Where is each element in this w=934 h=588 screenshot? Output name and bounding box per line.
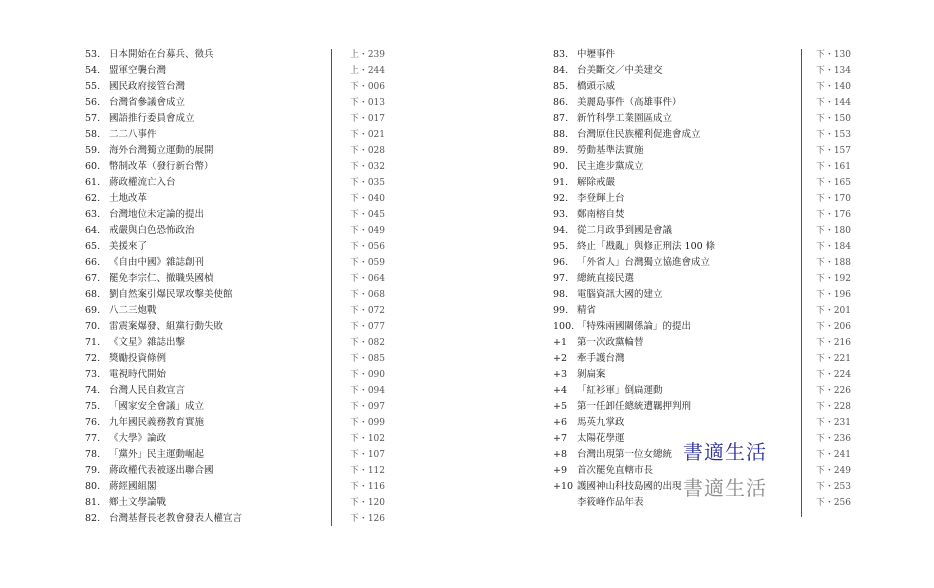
entry-page: 下・126 <box>349 514 385 524</box>
entry-title: 終止「戡亂」與修正刑法 100 條 <box>577 241 716 252</box>
entry-number: 77. <box>85 433 101 444</box>
toc-left-column <box>85 47 385 527</box>
toc-entry <box>85 191 385 207</box>
entry-page: 下・032 <box>349 162 385 172</box>
entry-page: 下・059 <box>349 258 385 268</box>
entry-number: 58. <box>85 129 101 140</box>
entry-page: 下・049 <box>349 226 385 236</box>
entry-title: 李登輝上台 <box>577 193 625 204</box>
entry-page: 下・035 <box>349 178 385 188</box>
left-column-divider <box>331 49 332 526</box>
toc-entry <box>85 463 385 479</box>
toc-entry <box>553 63 851 79</box>
entry-number: 69. <box>85 305 101 316</box>
toc-entry <box>553 143 851 159</box>
entry-page: 下・184 <box>815 242 851 252</box>
entry-title: 第一任卸任總統遭羈押判刑 <box>577 401 692 412</box>
entry-number: 97. <box>553 273 569 284</box>
entry-page: 下・094 <box>349 386 385 396</box>
entry-number: 53. <box>85 49 101 60</box>
entry-title: 《文星》雜誌出擊 <box>109 337 186 348</box>
entry-title: 李筱峰作品年表 <box>577 497 644 508</box>
toc-entry <box>85 207 385 223</box>
entry-title: 鄭南榕自焚 <box>577 209 625 220</box>
entry-page: 下・130 <box>815 50 851 60</box>
toc-entry <box>553 351 851 367</box>
entry-title: 台美斷交／中美建交 <box>577 65 663 76</box>
entry-page: 下・102 <box>349 434 385 444</box>
entry-page: 下・206 <box>815 322 851 332</box>
entry-title: 九年國民義務教育實施 <box>109 417 205 428</box>
entry-title: 八二三炮戰 <box>109 305 157 316</box>
entry-number: 80. <box>85 481 101 492</box>
entry-title: 台灣基督長老教會發表人權宣言 <box>109 513 243 524</box>
entry-number: +5 <box>553 401 568 412</box>
entry-number: 91. <box>553 177 569 188</box>
entry-title: 鄉土文學論戰 <box>109 497 167 508</box>
entry-title: 從二月政爭到國是會議 <box>577 225 673 236</box>
entry-page: 下・216 <box>815 338 851 348</box>
entry-number: 86. <box>553 97 569 108</box>
toc-entry <box>553 303 851 319</box>
entry-number: 81. <box>85 497 101 508</box>
entry-page: 下・077 <box>349 322 385 332</box>
toc-entry <box>553 79 851 95</box>
entry-page: 下・097 <box>349 402 385 412</box>
entry-number: 79. <box>85 465 101 476</box>
entry-number: 66. <box>85 257 101 268</box>
entry-number: 67. <box>85 273 101 284</box>
entry-title: 日本開始在台募兵、徵兵 <box>109 49 214 60</box>
toc-entry <box>553 271 851 287</box>
entry-page: 下・107 <box>349 450 385 460</box>
toc-entry <box>553 223 851 239</box>
entry-page: 下・144 <box>815 98 851 108</box>
toc-entry <box>85 447 385 463</box>
entry-title: 海外台灣獨立運動的展開 <box>109 145 214 156</box>
toc-entry <box>553 207 851 223</box>
entry-number: +7 <box>553 433 568 444</box>
entry-title: 「國家安全會議」成立 <box>109 401 205 412</box>
toc-entry <box>553 95 851 111</box>
entry-title: 「黨外」民主運動崛起 <box>109 449 205 460</box>
entry-number: 76. <box>85 417 101 428</box>
entry-page: 下・176 <box>815 210 851 220</box>
entry-title: 罷免李宗仁、撤職吳國楨 <box>109 273 214 284</box>
toc-entry <box>85 511 385 527</box>
entry-number: 61. <box>85 177 101 188</box>
entry-page: 下・188 <box>815 258 851 268</box>
entry-number: 60. <box>85 161 101 172</box>
entry-title: 土地改革 <box>109 193 148 204</box>
toc-entry <box>85 111 385 127</box>
entry-number: 54. <box>85 65 101 76</box>
entry-page: 下・192 <box>815 274 851 284</box>
entry-title: 美援來了 <box>109 241 148 252</box>
entry-title: 民主進步黨成立 <box>577 161 644 172</box>
watermark-blue: 書適生活 <box>683 440 767 464</box>
entry-page: 下・099 <box>349 418 385 428</box>
entry-title: 國民政府接管台灣 <box>109 81 186 92</box>
entry-page: 下・072 <box>349 306 385 316</box>
entry-page: 下・241 <box>815 450 851 460</box>
entry-number: 95. <box>553 241 569 252</box>
entry-page: 下・253 <box>815 482 851 492</box>
entry-title: 蔣經國組閣 <box>109 481 157 492</box>
toc-entry <box>553 255 851 271</box>
entry-number: 99. <box>553 305 569 316</box>
entry-number: 74. <box>85 385 101 396</box>
entry-title: 二二八事件 <box>109 129 157 140</box>
entry-page: 下・226 <box>815 386 851 396</box>
entry-page: 下・082 <box>349 338 385 348</box>
entry-number: 70. <box>85 321 101 332</box>
entry-page: 下・236 <box>815 434 851 444</box>
entry-number: +4 <box>553 385 568 396</box>
entry-number: 73. <box>85 369 101 380</box>
entry-number: 57. <box>85 113 101 124</box>
entry-number: 92. <box>553 193 569 204</box>
entry-page: 下・056 <box>349 242 385 252</box>
entry-title: 首次罷免直轄市長 <box>577 465 654 476</box>
toc-entry <box>553 335 851 351</box>
entry-number: 100. <box>553 321 575 332</box>
entry-title: 總統直接民選 <box>577 273 635 284</box>
entry-number: 89. <box>553 145 569 156</box>
entry-number: +9 <box>553 465 568 476</box>
entry-title: 台灣人民自救宣言 <box>109 385 186 396</box>
entry-page: 下・006 <box>349 82 385 92</box>
right-column-divider <box>801 49 802 517</box>
toc-entry <box>553 111 851 127</box>
entry-title: 剝扁案 <box>577 369 606 380</box>
entry-number: 87. <box>553 113 569 124</box>
entry-page: 下・090 <box>349 370 385 380</box>
toc-entry <box>553 239 851 255</box>
entry-page: 下・153 <box>815 130 851 140</box>
entry-page: 下・224 <box>815 370 851 380</box>
entry-page: 下・165 <box>815 178 851 188</box>
entry-title: 勞動基準法實施 <box>577 145 644 156</box>
entry-number: 88. <box>553 129 569 140</box>
entry-page: 下・085 <box>349 354 385 364</box>
toc-entry <box>553 127 851 143</box>
entry-title: 蔣政權代表被逐出聯合國 <box>109 465 214 476</box>
entry-number: 84. <box>553 65 569 76</box>
toc-entry <box>85 159 385 175</box>
entry-page: 下・157 <box>815 146 851 156</box>
toc-entry <box>85 63 385 79</box>
entry-title: 護國神山科技島國的出現 <box>577 481 682 492</box>
toc-entry <box>553 47 851 63</box>
toc-entry <box>85 431 385 447</box>
entry-number: +3 <box>553 369 568 380</box>
entry-title: 《大學》論政 <box>109 433 167 444</box>
entry-page: 下・140 <box>815 82 851 92</box>
entry-title: 台灣出現第一位女總統 <box>577 449 673 460</box>
entry-title: 國語推行委員會成立 <box>109 113 195 124</box>
entry-title: 電腦資訊大國的建立 <box>577 289 663 300</box>
entry-title: 台灣地位未定論的提出 <box>109 209 205 220</box>
entry-page: 下・134 <box>815 66 851 76</box>
entry-title: 橋頭示威 <box>577 81 616 92</box>
entry-number: 55. <box>85 81 101 92</box>
entry-number: 56. <box>85 97 101 108</box>
entry-page: 下・017 <box>349 114 385 124</box>
toc-entry <box>85 495 385 511</box>
entry-page: 下・028 <box>349 146 385 156</box>
entry-title: 解除戒嚴 <box>577 177 616 188</box>
entry-title: 太陽花學運 <box>577 433 625 444</box>
toc-entry <box>85 367 385 383</box>
entry-number: 93. <box>553 209 569 220</box>
toc-entry <box>553 319 851 335</box>
entry-page: 上・244 <box>349 66 385 76</box>
entry-number: 94. <box>553 225 569 236</box>
entry-page: 下・116 <box>349 482 385 492</box>
entry-title: 獎勵投資條例 <box>109 353 167 364</box>
toc-entry <box>553 399 851 415</box>
entry-number: 82. <box>85 513 101 524</box>
toc-entry <box>553 383 851 399</box>
entry-page: 下・256 <box>815 498 851 508</box>
watermark-gray: 書適生活 <box>683 476 767 500</box>
entry-title: 台灣原住民族權利促進會成立 <box>577 129 701 140</box>
toc-entry <box>553 175 851 191</box>
entry-title: 「特殊兩國關係論」的提出 <box>577 321 692 332</box>
entry-title: 幣制改革（發行新台幣） <box>109 161 214 172</box>
entry-number: 96. <box>553 257 569 268</box>
entry-title: 中壢事件 <box>577 49 616 60</box>
entry-title: 《自由中國》雜誌創刊 <box>109 257 205 268</box>
toc-entry <box>553 159 851 175</box>
entry-page: 下・231 <box>815 418 851 428</box>
toc-entry <box>85 479 385 495</box>
entry-number: +10 <box>553 481 574 492</box>
entry-number: +8 <box>553 449 568 460</box>
entry-page: 下・068 <box>349 290 385 300</box>
toc-entry <box>553 287 851 303</box>
entry-number: 65. <box>85 241 101 252</box>
entry-title: 新竹科學工業園區成立 <box>577 113 673 124</box>
entry-title: 精省 <box>577 305 597 316</box>
entry-title: 台灣省參議會成立 <box>109 97 186 108</box>
toc-entry <box>85 47 385 63</box>
toc-entry <box>85 127 385 143</box>
entry-page: 下・120 <box>349 498 385 508</box>
entry-number: 83. <box>553 49 569 60</box>
entry-number: 68. <box>85 289 101 300</box>
entry-page: 下・221 <box>815 354 851 364</box>
entry-number: 71. <box>85 337 101 348</box>
entry-page: 下・021 <box>349 130 385 140</box>
entry-number: 62. <box>85 193 101 204</box>
entry-number: 64. <box>85 225 101 236</box>
toc-entry <box>85 383 385 399</box>
toc-entry <box>85 271 385 287</box>
entry-page: 下・045 <box>349 210 385 220</box>
entry-title: 牽手護台灣 <box>577 353 625 364</box>
entry-page: 下・013 <box>349 98 385 108</box>
entry-title: 第一次政黨輪替 <box>577 337 644 348</box>
entry-number: +6 <box>553 417 568 428</box>
entry-page: 下・161 <box>815 162 851 172</box>
toc-entry <box>85 239 385 255</box>
entry-title: 美麗島事件（高雄事件） <box>577 97 682 108</box>
toc-entry <box>553 191 851 207</box>
entry-page: 下・249 <box>815 466 851 476</box>
entry-number: 90. <box>553 161 569 172</box>
entry-page: 下・112 <box>349 466 385 476</box>
entry-title: 「紅衫軍」倒扁運動 <box>577 385 663 396</box>
entry-page: 下・201 <box>815 306 851 316</box>
toc-entry <box>85 303 385 319</box>
entry-page: 下・040 <box>349 194 385 204</box>
toc-entry <box>85 255 385 271</box>
entry-number: 78. <box>85 449 101 460</box>
entry-page: 下・170 <box>815 194 851 204</box>
entry-number: +2 <box>553 353 568 364</box>
toc-entry <box>85 399 385 415</box>
entry-title: 「外省人」台灣獨立協進會成立 <box>577 257 711 268</box>
entry-title: 電視時代開始 <box>109 369 167 380</box>
entry-title: 劉自然案引爆民眾攻擊美使館 <box>109 289 233 300</box>
entry-number: 75. <box>85 401 101 412</box>
toc-entry <box>553 415 851 431</box>
toc-entry <box>85 95 385 111</box>
entry-number: 85. <box>553 81 569 92</box>
toc-entry <box>85 335 385 351</box>
toc-entry <box>85 79 385 95</box>
entry-page: 下・180 <box>815 226 851 236</box>
entry-page: 下・064 <box>349 274 385 284</box>
toc-entry <box>85 223 385 239</box>
entry-number: 59. <box>85 145 101 156</box>
entry-title: 盟軍空襲台灣 <box>109 65 167 76</box>
entry-page: 下・228 <box>815 402 851 412</box>
toc-entry <box>85 319 385 335</box>
entry-number: 72. <box>85 353 101 364</box>
entry-page: 上・239 <box>349 50 385 60</box>
entry-page: 下・150 <box>815 114 851 124</box>
toc-entry <box>85 175 385 191</box>
toc-entry <box>85 143 385 159</box>
entry-page: 下・196 <box>815 290 851 300</box>
entry-number: 98. <box>553 289 569 300</box>
entry-title: 雷震案爆發、組黨行動失敗 <box>109 321 224 332</box>
entry-number: +1 <box>553 337 568 348</box>
toc-entry <box>85 287 385 303</box>
entry-title: 蔣政權流亡入台 <box>109 177 176 188</box>
toc-entry <box>85 415 385 431</box>
toc-entry <box>85 351 385 367</box>
entry-title: 戒嚴與白色恐怖政治 <box>109 225 195 236</box>
entry-title: 馬英九掌政 <box>577 417 625 428</box>
toc-entry <box>553 367 851 383</box>
entry-number: 63. <box>85 209 101 220</box>
